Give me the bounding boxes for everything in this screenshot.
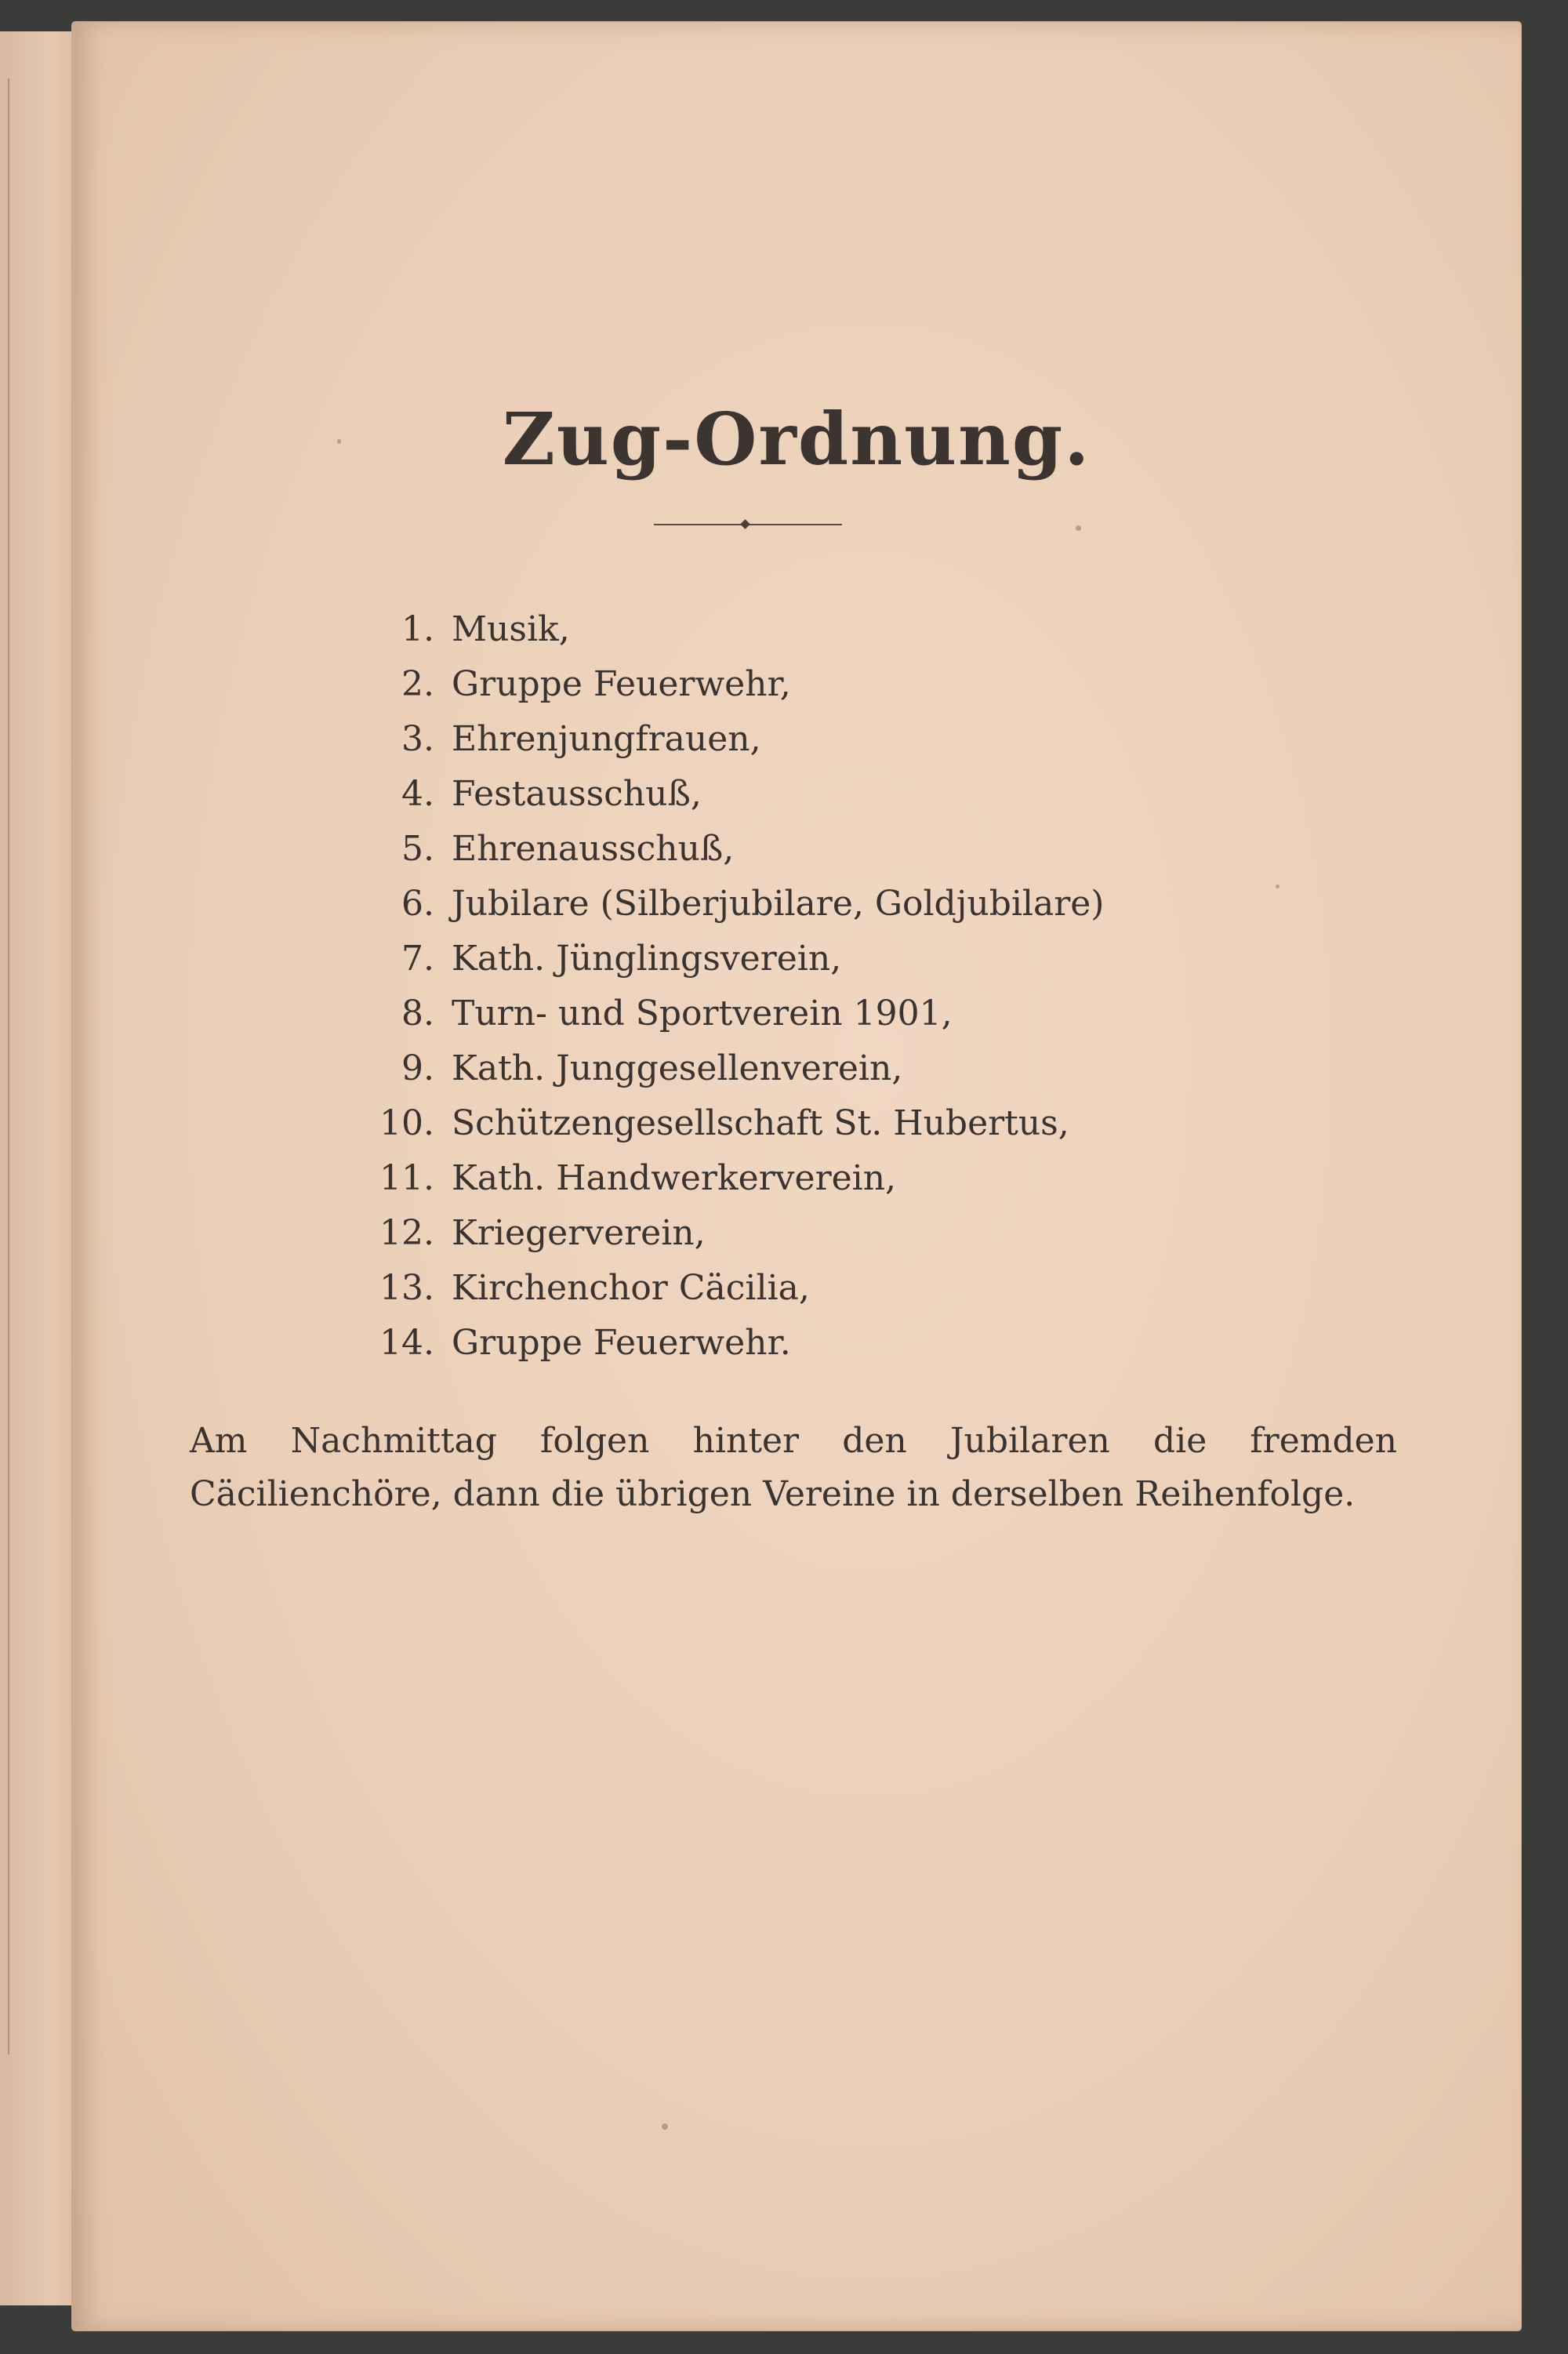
list-item [370,1096,1104,1151]
item-number: 8. [401,994,434,1034]
list-item [370,657,1104,712]
item-number: 1. [401,609,434,649]
item-number: 12. [379,1213,434,1253]
document-page [72,22,1521,2330]
paper-speck [337,439,341,444]
item-text: Jubilare (Silberjubilare, Goldjubilare) [452,884,1105,924]
item-text: Kath. Jünglingsverein, [452,939,842,979]
item-number: 2. [401,664,434,704]
list-item [370,822,1104,877]
item-number: 4. [401,774,434,814]
item-text: Gruppe Feuerwehr, [452,664,791,704]
item-text: Kirchenchor Cäcilia, [452,1268,810,1308]
paper-speck [1276,885,1279,888]
page-title: Zug-Ordnung. [502,397,1091,481]
list-item [370,1261,1104,1316]
item-number: 9. [401,1048,434,1088]
list-item [370,986,1104,1041]
title-divider-ornament [654,521,842,529]
item-text: Kath. Junggesellenverein, [452,1048,903,1088]
list-item [370,1151,1104,1206]
list-item [370,1206,1104,1261]
list-item [370,602,1104,657]
item-text: Gruppe Feuerwehr. [452,1323,791,1363]
item-number: 11. [379,1158,434,1198]
item-number: 6. [401,884,434,924]
closing-note: Am Nachmittag folgen hinter den Jubilaren die fremden Cäcilienchöre, dann die übrigen Vereine in derselben Reihenfolge. [190,1421,1397,1514]
item-number: 14. [379,1323,434,1363]
item-text: Festausschuß, [452,774,702,814]
divider-diamond-icon [740,519,750,529]
procession-order-list [370,602,1104,1371]
paper-speck [1076,525,1081,531]
list-item [370,1316,1104,1371]
item-number: 3. [401,719,434,759]
item-text: Kriegerverein, [452,1213,706,1253]
list-item [370,877,1104,932]
item-number: 7. [401,939,434,979]
list-item [370,712,1104,767]
item-text: Ehrenjungfrauen, [452,719,761,759]
item-text: Musik, [452,609,570,649]
item-text: Turn- und Sportverein 1901, [452,994,953,1034]
item-text: Ehrenausschuß, [452,829,735,869]
item-text: Kath. Handwerkerverein, [452,1158,897,1198]
item-number: 13. [379,1268,434,1308]
page-content [72,22,1521,2330]
list-item [370,767,1104,822]
page-edge-rule [8,78,9,2054]
paper-speck [662,2123,668,2130]
item-number: 5. [401,829,434,869]
list-item [370,1041,1104,1096]
item-text: Schützengesellschaft St. Hubertus, [452,1103,1069,1143]
list-item [370,932,1104,986]
item-number: 10. [379,1103,434,1143]
